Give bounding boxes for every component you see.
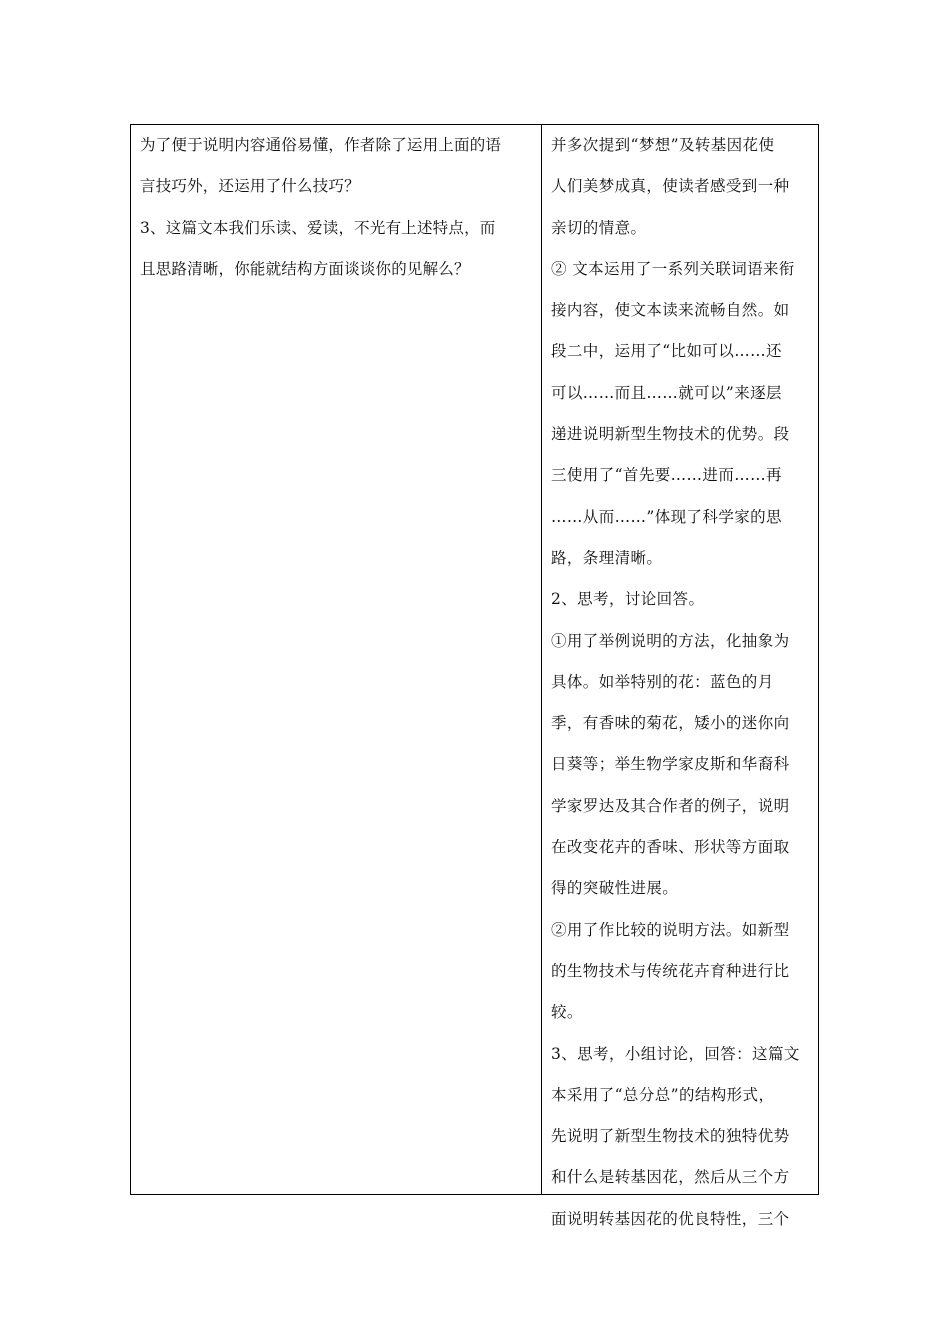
text-line: 递进说明新型生物技术的优势。段	[551, 425, 790, 444]
teacher-activity-cell	[131, 125, 542, 1194]
text-line: 先说明了新型生物技术的独特优势	[551, 1127, 790, 1146]
text-line: 且思路清晰，你能就结构方面谈谈你的见解么？	[140, 259, 470, 278]
text-line: 和什么是转基因花，然后从三个方	[551, 1168, 790, 1187]
text-line: 3、这篇文本我们乐读、爱读，不光有上述特点，而	[140, 218, 496, 237]
text-line: 得的突破性进展。	[551, 879, 679, 898]
text-line: 路，条理清晰。	[551, 548, 663, 567]
text-line: 接内容，使文本读来流畅自然。如	[551, 301, 790, 320]
text-line: 段二中，运用了“比如可以……还	[551, 342, 782, 361]
text-line: 具体。如举特别的花：蓝色的月	[551, 672, 774, 691]
text-line: 学家罗达及其合作者的例子，说明	[551, 796, 790, 815]
text-line: 2、思考，讨论回答。	[551, 590, 705, 609]
text-line: ② 文本运用了一系列关联词语来衔	[551, 259, 795, 278]
text-line: 三使用了“首先要……进而……再	[551, 466, 782, 485]
text-line: 为了便于说明内容通俗易懂，作者除了运用上面的语	[140, 136, 502, 154]
lesson-table	[130, 124, 819, 1228]
text-line: ①用了举例说明的方法，化抽象为	[551, 631, 790, 650]
text-line: 的生物技术与传统花卉育种进行比	[551, 961, 790, 980]
text-line: 3、思考，小组讨论，回答：这篇文	[551, 1044, 800, 1063]
text-line: 在改变花卉的香味、形状等方面取	[551, 838, 790, 857]
text-line: 人们美梦成真，使读者感受到一种	[551, 177, 790, 196]
text-line: 并多次提到“梦想”及转基因花使	[551, 136, 775, 154]
text-line: ……从而……”体现了科学家的思	[551, 507, 782, 526]
text-line: 本采用了“总分总”的结构形式，	[551, 1085, 775, 1104]
text-line: 日葵等；举生物学家皮斯和华裔科	[551, 755, 790, 774]
text-line: ②用了作比较的说明方法。如新型	[551, 920, 790, 939]
student-activity-cell	[542, 125, 818, 1228]
text-line: 可以……而且……就可以”来逐层	[551, 383, 782, 402]
text-line: 较。	[551, 1003, 583, 1022]
text-line: 面说明转基因花的优良特性，三个	[551, 1209, 790, 1228]
text-line: 季，有香味的菊花，矮小的迷你向	[551, 714, 790, 733]
text-line: 亲切的情意。	[551, 218, 647, 237]
text-line: 言技巧外，还运用了什么技巧？	[140, 177, 360, 196]
